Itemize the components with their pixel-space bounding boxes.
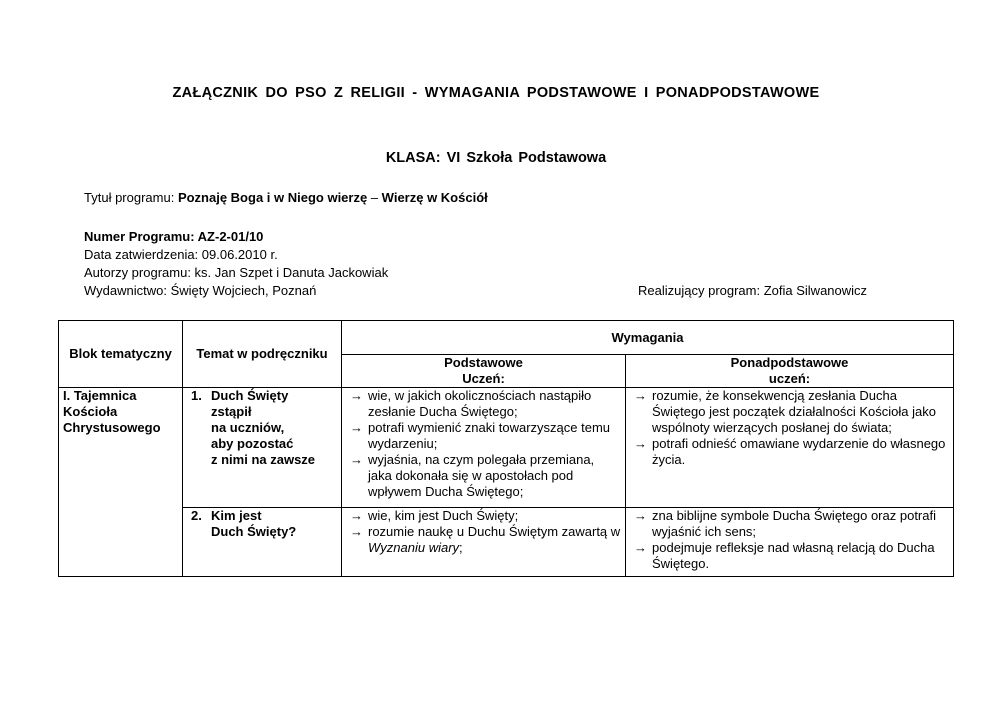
block-line: I. Tajemnica bbox=[63, 388, 137, 403]
program-title-label: Tytuł programu: bbox=[84, 190, 178, 205]
arrow-icon: → bbox=[350, 420, 363, 435]
header-advanced-label: Ponadpodstawowe bbox=[730, 355, 849, 370]
requirement-text: potrafi wymienić znaki towarzyszące temu wydarzeniu; bbox=[368, 420, 611, 451]
topic-line: z nimi na zawsze bbox=[211, 452, 316, 467]
program-number-label: Numer Programu: bbox=[84, 229, 198, 244]
header-topic: Temat w podręczniku bbox=[183, 321, 342, 388]
basic-requirements-cell bbox=[342, 508, 626, 577]
requirement-text: wie, w jakich okolicznościach nastąpiło zesłanie Ducha Świętego; bbox=[368, 388, 592, 419]
topic-number: 2. bbox=[191, 508, 202, 523]
basic-requirements-cell bbox=[342, 388, 626, 508]
table-row bbox=[59, 388, 954, 508]
header-advanced-sub: uczeń: bbox=[768, 371, 811, 386]
advanced-requirements-cell bbox=[626, 388, 954, 508]
requirement-text: zna biblijne symbole Ducha Świętego oraz potrafi wyjaśnić ich sens; bbox=[652, 508, 936, 539]
block-line: Kościoła bbox=[63, 404, 118, 419]
topic-number: 1. bbox=[191, 388, 202, 403]
program-number-line bbox=[84, 229, 263, 244]
program-title-dash: – bbox=[367, 190, 382, 205]
topic-line: na uczniów, bbox=[211, 420, 285, 435]
topic-line: Kim jest bbox=[211, 508, 262, 523]
program-number-value: AZ-2-01/10 bbox=[197, 229, 264, 244]
arrow-icon: → bbox=[634, 508, 647, 523]
list-item bbox=[630, 508, 949, 540]
topic-line: zstąpił bbox=[211, 404, 252, 419]
arrow-icon: → bbox=[350, 524, 363, 539]
topic-cell bbox=[183, 388, 342, 508]
program-authors: Autorzy programu: ks. Jan Szpet i Danuta Jackowiak bbox=[84, 265, 389, 280]
requirement-italic: Wyznaniu wiary bbox=[368, 540, 460, 555]
header-basic bbox=[342, 355, 626, 388]
list-item bbox=[346, 388, 621, 420]
program-title-value: Poznaję Boga i w Niego wierzę bbox=[177, 190, 368, 205]
list-item bbox=[630, 388, 949, 436]
approval-date: Data zatwierdzenia: 09.06.2010 r. bbox=[84, 247, 278, 262]
topic-line: Duch Święty bbox=[211, 388, 289, 403]
arrow-icon: → bbox=[634, 388, 647, 403]
list-item bbox=[346, 508, 621, 524]
arrow-icon: → bbox=[350, 388, 363, 403]
requirement-text: rozumie, że konsekwencją zesłania Ducha Świętego jest początek działalności Kościoła jako wspólnoty wierzących posłanej do świata; bbox=[652, 388, 936, 435]
header-basic-sub: Uczeń: bbox=[462, 371, 505, 386]
program-title-value2: Wierzę w Kościół bbox=[381, 190, 488, 205]
list-item bbox=[346, 452, 621, 500]
topic-line: Duch Święty? bbox=[211, 524, 297, 539]
requirement-text: potrafi odnieść omawiane wydarzenie do własnego życia. bbox=[652, 436, 946, 467]
arrow-icon: → bbox=[634, 540, 647, 555]
arrow-icon: → bbox=[350, 508, 363, 523]
arrow-icon: → bbox=[634, 436, 647, 451]
topic-line: aby pozostać bbox=[211, 436, 294, 451]
document-title: ZAŁĄCZNIK DO PSO Z RELIGII - WYMAGANIA PODSTAWOWE I PONADPODSTAWOWE bbox=[172, 85, 820, 101]
header-basic-label: Podstawowe bbox=[444, 355, 523, 370]
requirement-text: rozumie naukę u Duchu Świętym zawartą w bbox=[368, 524, 621, 539]
requirement-text: podejmuje refleksje nad własną relacją do Ducha Świętego. bbox=[652, 540, 935, 571]
publisher: Wydawnictwo: Święty Wojciech, Poznań bbox=[84, 283, 317, 298]
list-item bbox=[630, 436, 949, 468]
header-block: Blok tematyczny bbox=[59, 321, 183, 388]
table-row bbox=[59, 508, 954, 577]
arrow-icon: → bbox=[350, 452, 363, 467]
list-item bbox=[346, 524, 621, 556]
class-heading: KLASA: VI Szkoła Podstawowa bbox=[385, 150, 607, 166]
block-line: Chrystusowego bbox=[63, 420, 161, 435]
list-item bbox=[346, 420, 621, 452]
requirements-table bbox=[58, 320, 954, 577]
program-title-line bbox=[84, 190, 488, 205]
header-requirements: Wymagania bbox=[342, 321, 954, 355]
block-cell bbox=[59, 388, 183, 577]
advanced-requirements-cell bbox=[626, 508, 954, 577]
requirement-text: wie, kim jest Duch Święty; bbox=[368, 508, 519, 523]
topic-cell bbox=[183, 508, 342, 577]
list-item bbox=[630, 540, 949, 572]
program-realizer: Realizujący program: Zofia Silwanowicz bbox=[638, 283, 868, 298]
requirement-text-end: ; bbox=[459, 540, 463, 555]
header-advanced bbox=[626, 355, 954, 388]
requirement-text: wyjaśnia, na czym polegała przemiana, jaka dokonała się w apostołach pod wpływem Ducha Świętego; bbox=[368, 452, 595, 499]
